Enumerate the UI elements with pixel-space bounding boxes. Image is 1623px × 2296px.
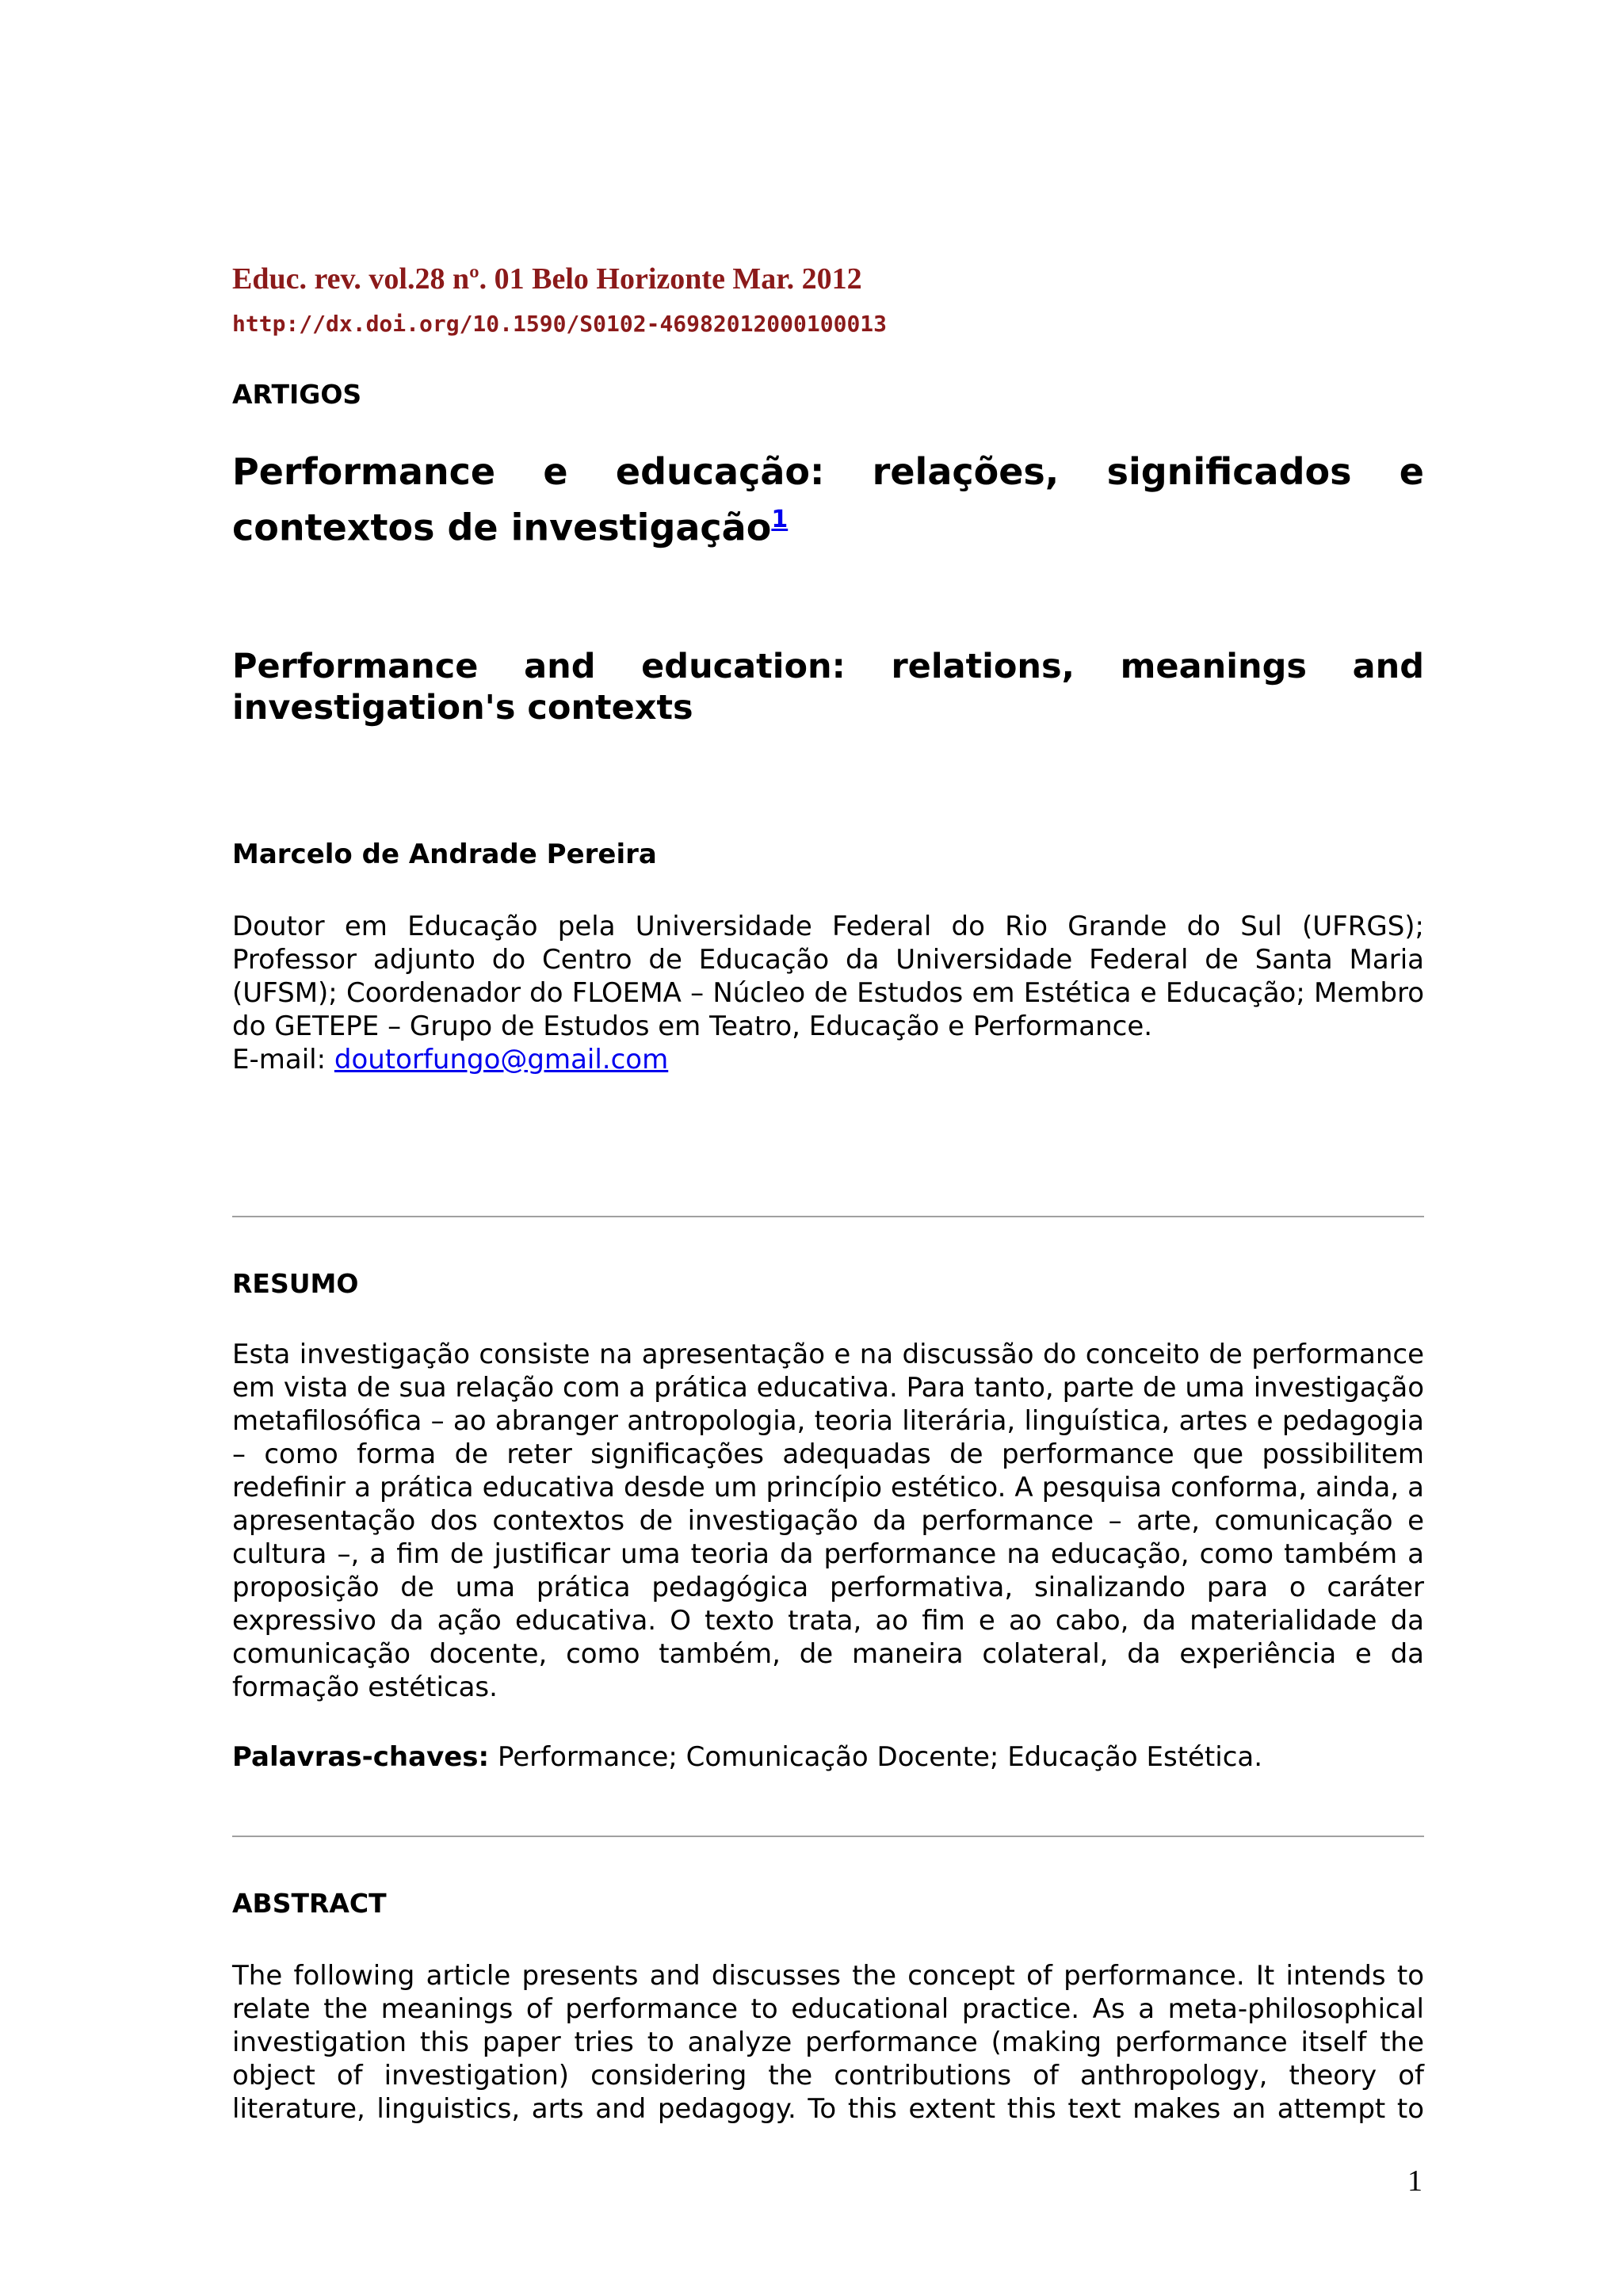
title-english: Performance and education: relations, meanings and investigation's contexts bbox=[232, 647, 1424, 728]
footnote-link[interactable]: 1 bbox=[771, 506, 789, 533]
abstract-text: The following article presents and discusses the concept of performance. It intends to relate the meanings of performance to educational practice. As a meta-philosophical investigation this paper tries to analyze performance (making performance itself the object of investigation) considering the contributions of anthropology, theory of literature, linguistics, arts and pedagogy. To this extent this text makes an attempt to bbox=[232, 1960, 1424, 2125]
email-link[interactable]: doutorfungo@gmail.com bbox=[334, 1044, 669, 1075]
journal-citation: Educ. rev. vol.28 nº. 01 Belo Horizonte Mar. 2012 bbox=[232, 262, 862, 296]
affiliation-text: Doutor em Educação pela Universidade Federal do Rio Grande do Sul (UFRGS); Professor adjunto do Centro de Educação da Universidade Federal de Santa Maria (UFSM); Coordenador do FLOEMA – Núcleo de Estudos em Estética e Educação; Membro do GETEPE – Grupo de Estudos em Teatro, Educação e Performance. bbox=[232, 911, 1424, 1042]
author-affiliation bbox=[232, 910, 1424, 1076]
title-portuguese bbox=[232, 449, 1424, 550]
section-label: ARTIGOS bbox=[232, 379, 362, 410]
resumo-heading: RESUMO bbox=[232, 1268, 359, 1299]
email-label: E-mail: bbox=[232, 1044, 334, 1075]
page-number: 1 bbox=[1407, 2164, 1423, 2198]
keywords-label: Palavras-chaves: bbox=[232, 1741, 490, 1773]
divider bbox=[232, 1216, 1424, 1217]
resumo-text: Esta investigação consiste na apresentação e na discussão do conceito de performance em vista de sua relação com a prática educativa. Para tanto, parte de uma investigação metafilosófica – ao abranger antropologia, teoria literária, linguística, artes e pedagogia – como forma de reter significações adequadas de performance que possibilitem redefinir a prática educativa desde um princípio estético. A pesquisa conforma, ainda, a apresentação dos contextos de investigação da performance – arte, comunicação e cultura –, a fim de justificar uma teoria da performance na educação, como também a proposição de uma prática pedagógica performativa, sinalizando para o caráter expressivo da ação educativa. O texto trata, ao fim e ao cabo, da materialidade da comunicação docente, como também, de maneira colateral, da experiência e da formação estéticas. bbox=[232, 1339, 1424, 1703]
keywords-value: Performance; Comunicação Docente; Educação Estética. bbox=[489, 1741, 1263, 1773]
author-name: Marcelo de Andrade Pereira bbox=[232, 839, 657, 870]
keywords bbox=[232, 1740, 1424, 1774]
abstract-heading: ABSTRACT bbox=[232, 1888, 387, 1919]
doi-link[interactable]: http://dx.doi.org/10.1590/S0102-46982012000100013 bbox=[232, 311, 888, 337]
divider bbox=[232, 1836, 1424, 1837]
title-portuguese-text: Performance e educação: relações, significados e contextos de investigação bbox=[232, 450, 1424, 549]
